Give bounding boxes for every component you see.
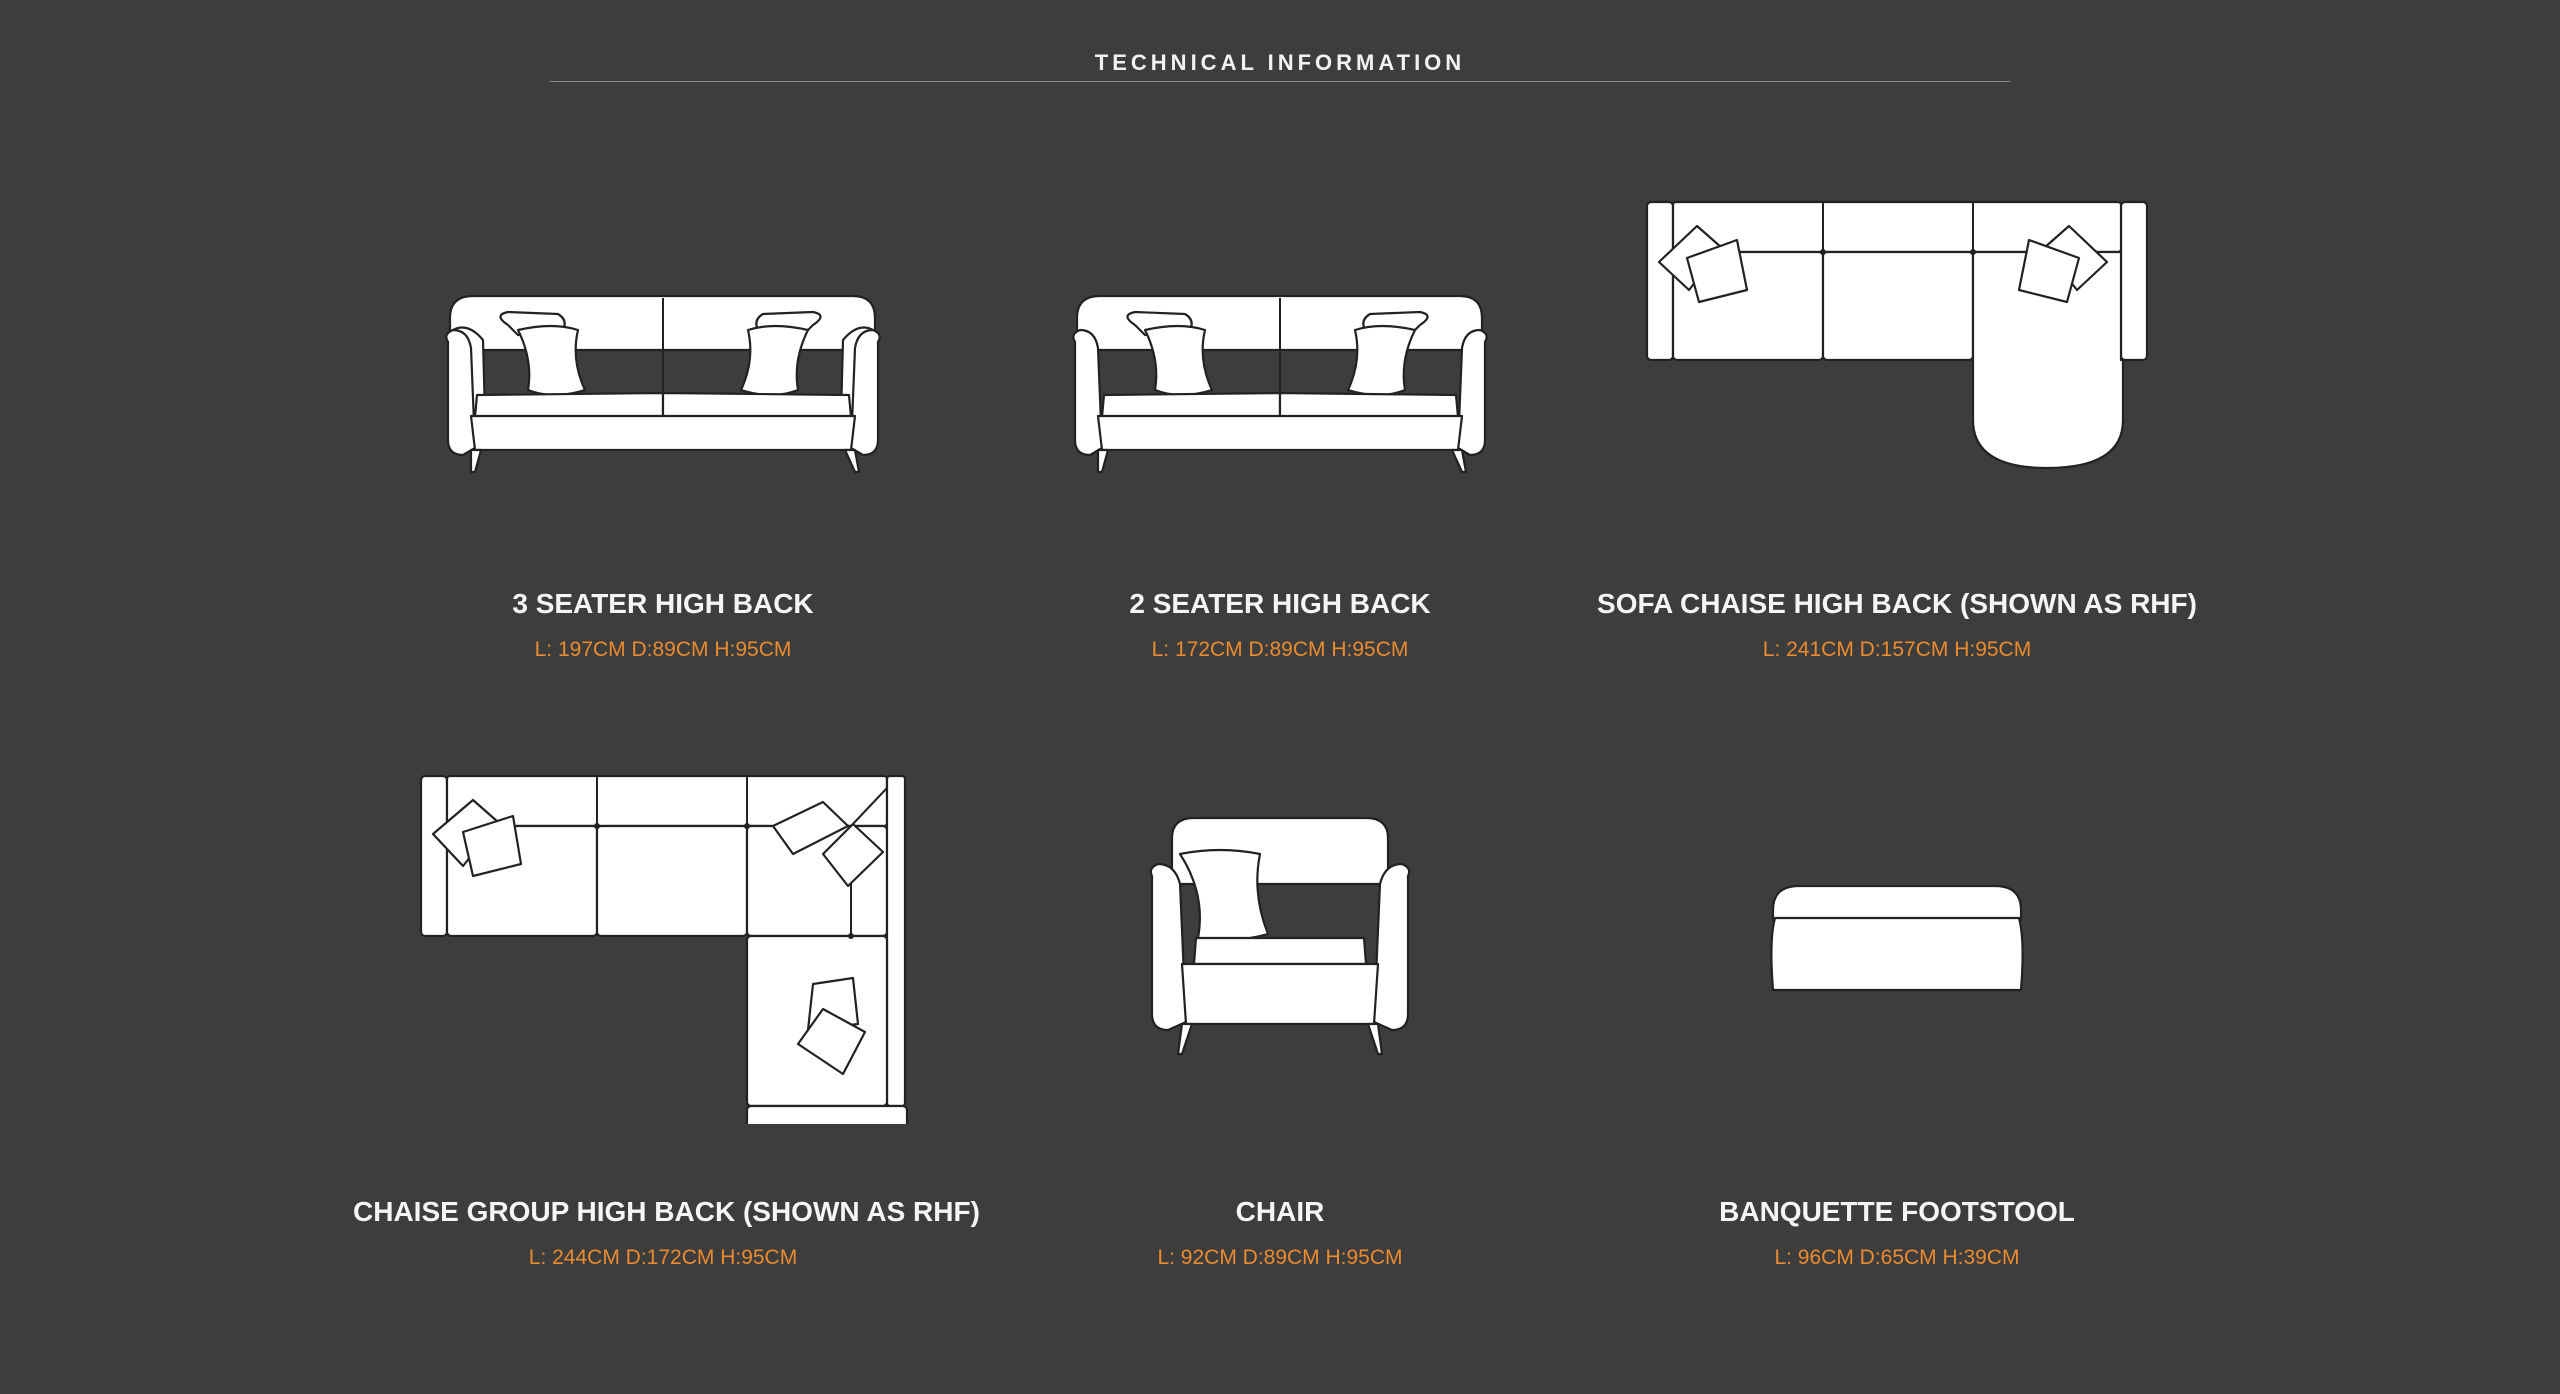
product-dimensions: L: 244CM D:172CM H:95CM xyxy=(528,1246,798,1269)
product-name: CHAIR xyxy=(1235,1196,1325,1227)
product-card-footstool[interactable] xyxy=(1587,800,2207,1290)
section-title: TECHNICAL INFORMATION xyxy=(1094,50,1466,75)
product-card-chaise-group[interactable] xyxy=(353,770,980,1290)
product-dimensions: L: 92CM D:89CM H:95CM xyxy=(1157,1246,1403,1269)
product-card-3-seater[interactable] xyxy=(353,200,973,680)
sofa-chaise-icon xyxy=(1587,200,2207,480)
product-name: 2 SEATER HIGH BACK xyxy=(1129,588,1431,619)
footstool-icon xyxy=(1587,880,2207,1000)
title-divider xyxy=(550,81,2010,82)
product-name: CHAISE GROUP HIGH BACK (SHOWN AS RHF) xyxy=(353,1196,980,1227)
product-dimensions: L: 197CM D:89CM H:95CM xyxy=(534,638,792,661)
product-dimensions: L: 96CM D:65CM H:39CM xyxy=(1774,1246,2020,1269)
chaise-group-icon xyxy=(353,774,973,1124)
chair-icon xyxy=(970,814,1590,1074)
product-dimensions: L: 241CM D:157CM H:95CM xyxy=(1762,638,2032,661)
product-card-sofa-chaise[interactable] xyxy=(1587,190,2207,680)
product-card-2-seater[interactable] xyxy=(970,200,1590,680)
product-name: BANQUETTE FOOTSTOOL xyxy=(1719,1196,2075,1227)
product-name: 3 SEATER HIGH BACK xyxy=(512,588,814,619)
sofa-3-seater-icon xyxy=(353,230,973,480)
product-dimensions: L: 172CM D:89CM H:95CM xyxy=(1151,638,1409,661)
product-card-chair[interactable] xyxy=(970,800,1590,1290)
product-name: SOFA CHAISE HIGH BACK (SHOWN AS RHF) xyxy=(1597,588,2197,619)
sofa-2-seater-icon xyxy=(970,230,1590,480)
